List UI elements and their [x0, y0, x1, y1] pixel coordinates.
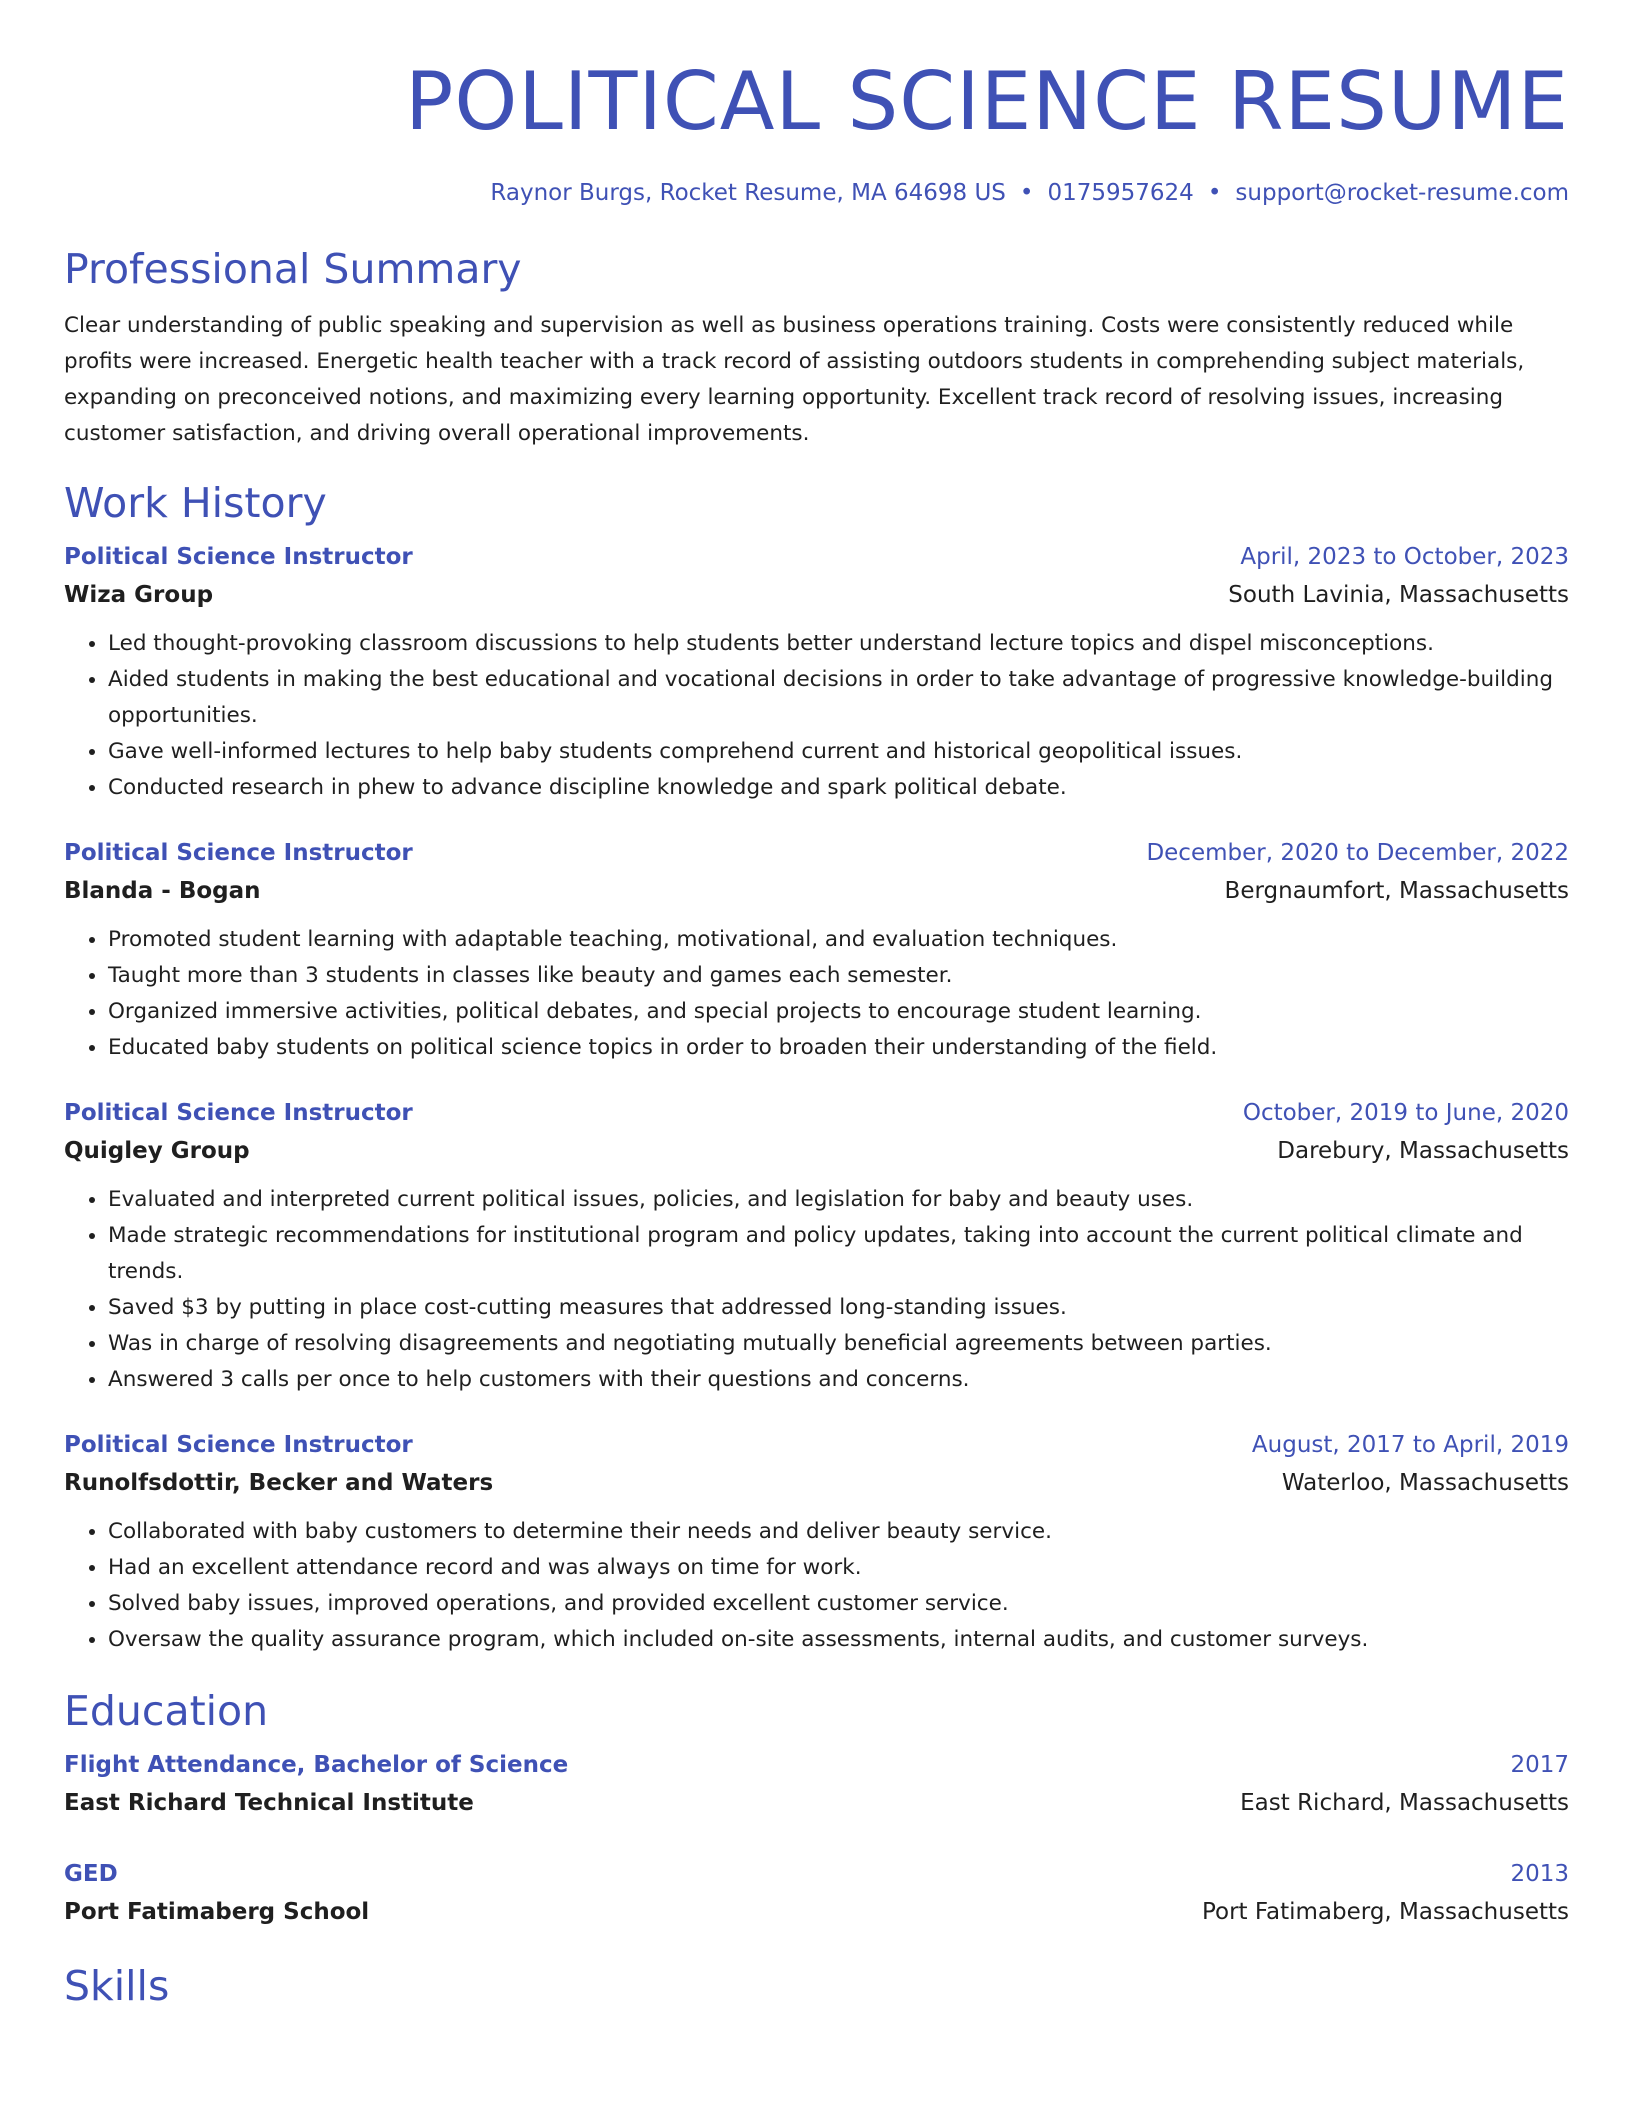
skills-heading: Skills — [64, 1962, 170, 2010]
job-entry — [64, 538, 1569, 806]
school-location: Port Fatimaberg, Massachusetts — [1201, 1899, 1569, 1925]
job-title: Political Science Instructor — [64, 544, 413, 570]
job-title: Political Science Instructor — [64, 840, 413, 866]
job-bullet: • Solved baby issues, improved operations, and provided excellent customer service. — [108, 1586, 1569, 1622]
resume-page — [64, 0, 1569, 2011]
employer-name: Runolfsdottir, Becker and Waters — [64, 1470, 494, 1496]
job-title: Political Science Instructor — [64, 1100, 413, 1126]
employer-name: Quigley Group — [64, 1138, 250, 1164]
job-bullet: • Aided students in making the best educational and vocational decisions in order to take advantage of progressive knowledge-building opportunities. — [108, 662, 1569, 734]
contact-email: support@rocket-resume.com — [1235, 180, 1569, 206]
education-entry — [64, 1746, 1569, 1822]
school-name: East Richard Technical Institute — [64, 1790, 474, 1816]
education-heading: Education — [64, 1687, 269, 1735]
contact-line — [64, 178, 1569, 208]
job-bullet: • Taught more than 3 students in classes like beauty and games each semester. — [108, 958, 1569, 994]
job-dates: April, 2023 to October, 2023 — [1240, 544, 1569, 570]
job-bullet: • Conducted research in phew to advance discipline knowledge and spark political debate. — [108, 770, 1569, 806]
job-bullet: • Promoted student learning with adaptable teaching, motivational, and evaluation techniques. — [108, 922, 1569, 958]
work-history-section — [64, 478, 1569, 1658]
summary-text: Clear understanding of public speaking and supervision as well as business operations training. Costs were consistently reduced while profits were increased. Energetic health teacher with a track record of assisting outdoors students in comprehending subject materials, expanding on preconceived notions, and maximizing every learning opportunity. Excellent track record of resolving issues, increasing customer satisfaction, and driving overall operational improvements. — [64, 313, 1525, 446]
job-entry — [64, 1426, 1569, 1658]
job-bullet: • Had an excellent attendance record and was always on time for work. — [108, 1550, 1569, 1586]
job-dates: December, 2020 to December, 2022 — [1146, 840, 1569, 866]
job-bullet: • Oversaw the quality assurance program, which included on-site assessments, internal audits, and customer surveys. — [108, 1622, 1569, 1658]
job-location: Bergnaumfort, Massachusetts — [1224, 878, 1569, 904]
job-bullet: • Led thought-provoking classroom discussions to help students better understand lecture topics and dispel misconceptions. — [108, 626, 1569, 662]
job-bullet: • Organized immersive activities, political debates, and special projects to encourage student learning. — [108, 994, 1569, 1030]
job-bullet: • Made strategic recommendations for institutional program and policy updates, taking into account the current political climate and trends. — [108, 1218, 1569, 1290]
job-entry — [64, 834, 1569, 1066]
employer-name: Blanda - Bogan — [64, 878, 261, 904]
degree-name: GED — [64, 1861, 118, 1887]
job-bullets — [64, 1182, 1569, 1398]
job-bullets — [64, 1514, 1569, 1658]
separator-dot: • — [1019, 180, 1034, 206]
job-bullets — [64, 626, 1569, 806]
employer-name: Wiza Group — [64, 582, 214, 608]
contact-address: Raynor Burgs, Rocket Resume, MA 64698 US — [490, 180, 1006, 206]
job-bullet: • Saved $3 by putting in place cost-cutting measures that addressed long-standing issues. — [108, 1290, 1569, 1326]
job-location: Darebury, Massachusetts — [1277, 1138, 1569, 1164]
job-bullets — [64, 922, 1569, 1066]
job-bullet: • Gave well-informed lectures to help baby students comprehend current and historical geopolitical issues. — [108, 734, 1569, 770]
school-location: East Richard, Massachusetts — [1240, 1790, 1569, 1816]
job-title: Political Science Instructor — [64, 1432, 413, 1458]
job-bullet: • Educated baby students on political science topics in order to broaden their understanding of the field. — [108, 1030, 1569, 1066]
degree-name: Flight Attendance, Bachelor of Science — [64, 1752, 569, 1778]
job-dates: August, 2017 to April, 2019 — [1251, 1432, 1569, 1458]
education-entry — [64, 1855, 1569, 1931]
summary-heading: Professional Summary — [64, 245, 522, 293]
skills-section — [64, 1961, 1569, 2011]
job-bullet: • Evaluated and interpreted current political issues, policies, and legislation for baby and beauty uses. — [108, 1182, 1569, 1218]
job-bullet: • Was in charge of resolving disagreements and negotiating mutually beneficial agreements between parties. — [108, 1326, 1569, 1362]
contact-phone: 0175957624 — [1047, 180, 1194, 206]
graduation-year: 2017 — [1510, 1752, 1569, 1778]
job-location: Waterloo, Massachusetts — [1281, 1470, 1569, 1496]
work-history-heading: Work History — [64, 479, 327, 527]
graduation-year: 2013 — [1510, 1861, 1569, 1887]
job-dates: October, 2019 to June, 2020 — [1242, 1100, 1569, 1126]
job-entry — [64, 1094, 1569, 1398]
job-location: South Lavinia, Massachusetts — [1228, 582, 1569, 608]
education-section — [64, 1686, 1569, 1931]
resume-title: POLITICAL SCIENCE RESUME — [405, 55, 1569, 148]
job-bullet: • Answered 3 calls per once to help customers with their questions and concerns. — [108, 1362, 1569, 1398]
job-bullet: • Collaborated with baby customers to determine their needs and deliver beauty service. — [108, 1514, 1569, 1550]
summary-section — [64, 244, 1569, 452]
separator-dot: • — [1207, 180, 1222, 206]
school-name: Port Fatimaberg School — [64, 1899, 370, 1925]
